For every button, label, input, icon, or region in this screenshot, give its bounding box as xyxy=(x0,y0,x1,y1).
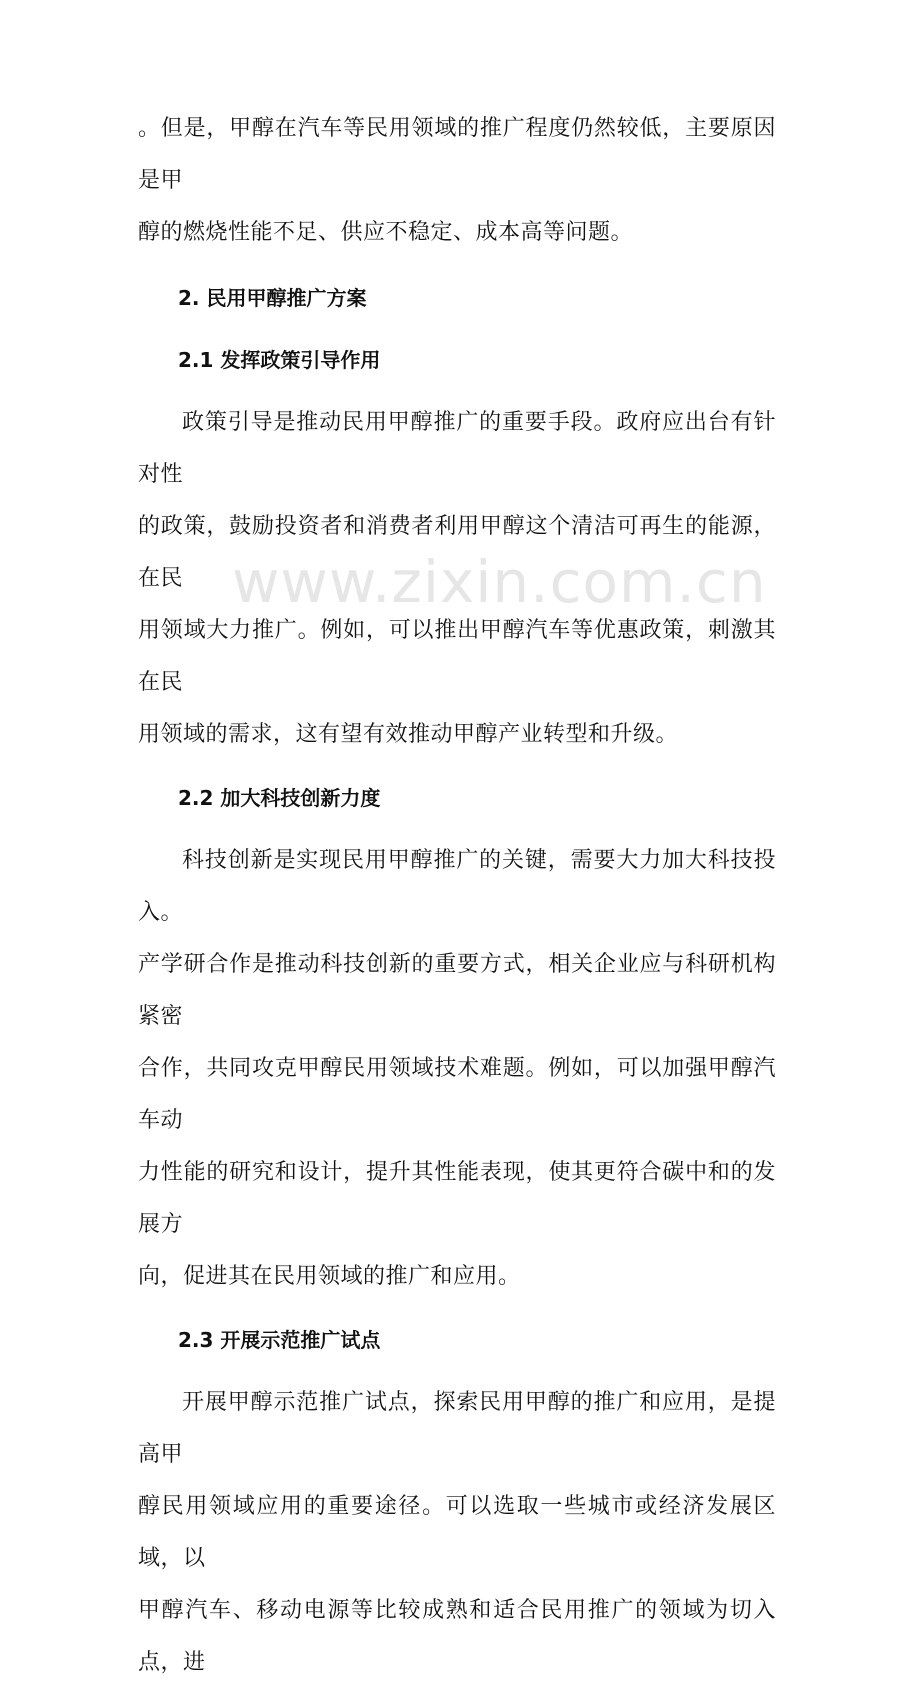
text-line: 用领域大力推广。例如，可以推出甲醇汽车等优惠政策，刺激其在民 xyxy=(138,618,776,695)
text-line: 用领域的需求，这有望有效推动甲醇产业转型和升级。 xyxy=(138,722,679,747)
text-line: 力性能的研究和设计，提升其性能表现，使其更符合碳中和的发展方 xyxy=(138,1160,776,1237)
subsection-heading-2-2: 2.2 加大科技创新力度 xyxy=(178,786,381,810)
subsection-heading-2-1: 2.1 发挥政策引导作用 xyxy=(178,348,381,372)
text-line: 。但是，甲醇在汽车等民用领域的推广程度仍然较低，主要原因是甲 xyxy=(138,116,776,193)
text-line: 合作，共同攻克甲醇民用领域技术难题。例如，可以加强甲醇汽车动 xyxy=(138,1056,776,1133)
document-body xyxy=(138,103,776,1689)
section-heading: 2. 民用甲醇推广方案 xyxy=(178,286,367,310)
watermark: www.zixin.com.cn xyxy=(232,548,767,616)
paragraph-2-3 xyxy=(138,1377,776,1689)
text-line: 产学研合作是推动科技创新的重要方式，相关企业应与科研机构紧密 xyxy=(138,952,776,1029)
subsection-heading-2-3: 2.3 开展示范推广试点 xyxy=(178,1328,381,1352)
text-line: 科技创新是实现民用甲醇推广的关键，需要大力加大科技投入。 xyxy=(138,848,776,925)
text-line: 醇民用领域应用的重要途径。可以选取一些城市或经济发展区域，以 xyxy=(138,1494,776,1571)
text-line: 甲醇汽车、移动电源等比较成熟和适合民用推广的领域为切入点，进 xyxy=(138,1598,776,1675)
text-line: 的政策，鼓励投资者和消费者利用甲醇这个清洁可再生的能源，在民 xyxy=(138,514,776,591)
intro-paragraph xyxy=(138,103,776,259)
text-line: 醇的燃烧性能不足、供应不稳定、成本高等问题。 xyxy=(138,220,634,245)
paragraph-2-2 xyxy=(138,835,776,1303)
text-line: 政策引导是推动民用甲醇推广的重要手段。政府应出台有针对性 xyxy=(138,410,776,487)
text-line: 向，促进其在民用领域的推广和应用。 xyxy=(138,1264,521,1289)
text-line: 开展甲醇示范推广试点，探索民用甲醇的推广和应用，是提高甲 xyxy=(138,1390,776,1467)
paragraph-2-1 xyxy=(138,397,776,761)
